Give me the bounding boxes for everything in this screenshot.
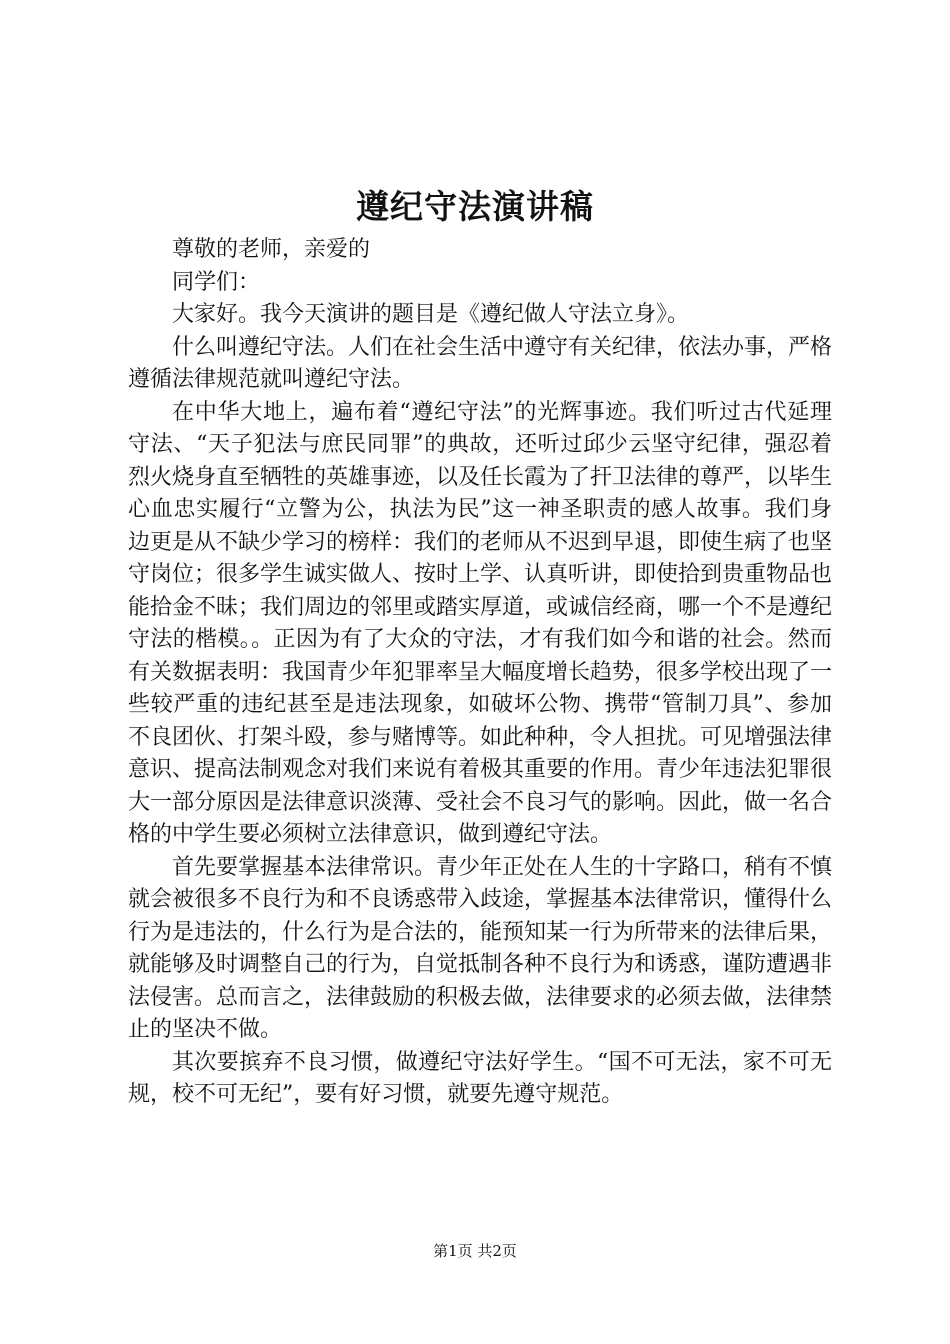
document-title: 遵纪守法演讲稿 [356,187,594,226]
paragraph-greeting: 大家好。我今天演讲的题目是《遵纪做人守法立身》。 [172,302,690,327]
page-footer: 第1页 共2页 [433,1242,517,1260]
paragraph-examples: 在中华大地上，遍布着“遵纪守法”的光辉事迹。我们听过古代延理守法、“天子犯法与庶民同罪”的典故，还听过邱少云坚守纪律，强忍着烈火烧身直至牺牲的英雄事迹，以及任长霞为了扞卫法律的尊严，以毕生心血忠实履行“立警为公，执法为民”这一神圣职责的感人故事。我们身边更是从不缺少学习的榜样：我们的老师从不迟到早退，即使生病了也坚守岗位；很多学生诚实做人、按时上学、认真听讲，即使拾到贵重物品也能拾金不昧；我们周边的邻里或踏实厚道，或诚信经商，哪一个不是遵纪守法的楷模。。正因为有了大众的守法，才有我们如今和谐的社会。然而有关数据表明：我国青少年犯罪率呈大幅度增长趋势，很多学校出现了一些较严重的违纪甚至是违法现象，如破坏公物、携带“管制刀具”、参加不良团伙、打架斗殴，参与赌博等。如此种种，令人担扰。可见增强法律意识、提高法制观念对我们来说有着极其重要的作用。青少年违法犯罪很大一部分原因是法律意识淡薄、受社会不良习气的影响。因此，做一名合格的中学生要必须树立法律意识，做到遵纪守法。 [128,399,833,847]
paragraph-definition: 什么叫遵纪守法。人们在社会生活中遵守有关纪律，依法办事，严格遵循法律规范就叫遵纪守法。 [128,334,833,392]
document-body [128,234,832,1112]
paragraph-salutation: 尊敬的老师，亲爱的 [172,237,371,262]
paragraph-second-point: 其次要摈弃不良习惯，做遵纪守法好学生。“国不可无法，家不可无规，校不可无纪”，要有好习惯，就要先遵守规范。 [128,1049,832,1107]
paragraph-salutation-2: 同学们： [172,269,261,295]
paragraph-first-point: 首先要掌握基本法律常识。青少年正处在人生的十字路口，稍有不慎就会被很多不良行为和不良诱惑带入歧途，掌握基本法律常识，懂得什么行为是违法的，什么行为是合法的，能预知某一行为所带来的法律后果，就能够及时调整自己的行为，自觉抵制各种不良行为和诱惑，谨防遭遇非法侵害。总而言之，法律鼓励的积极去做，法律要求的必须去做，法律禁止的坚决不做。 [128,854,833,1042]
